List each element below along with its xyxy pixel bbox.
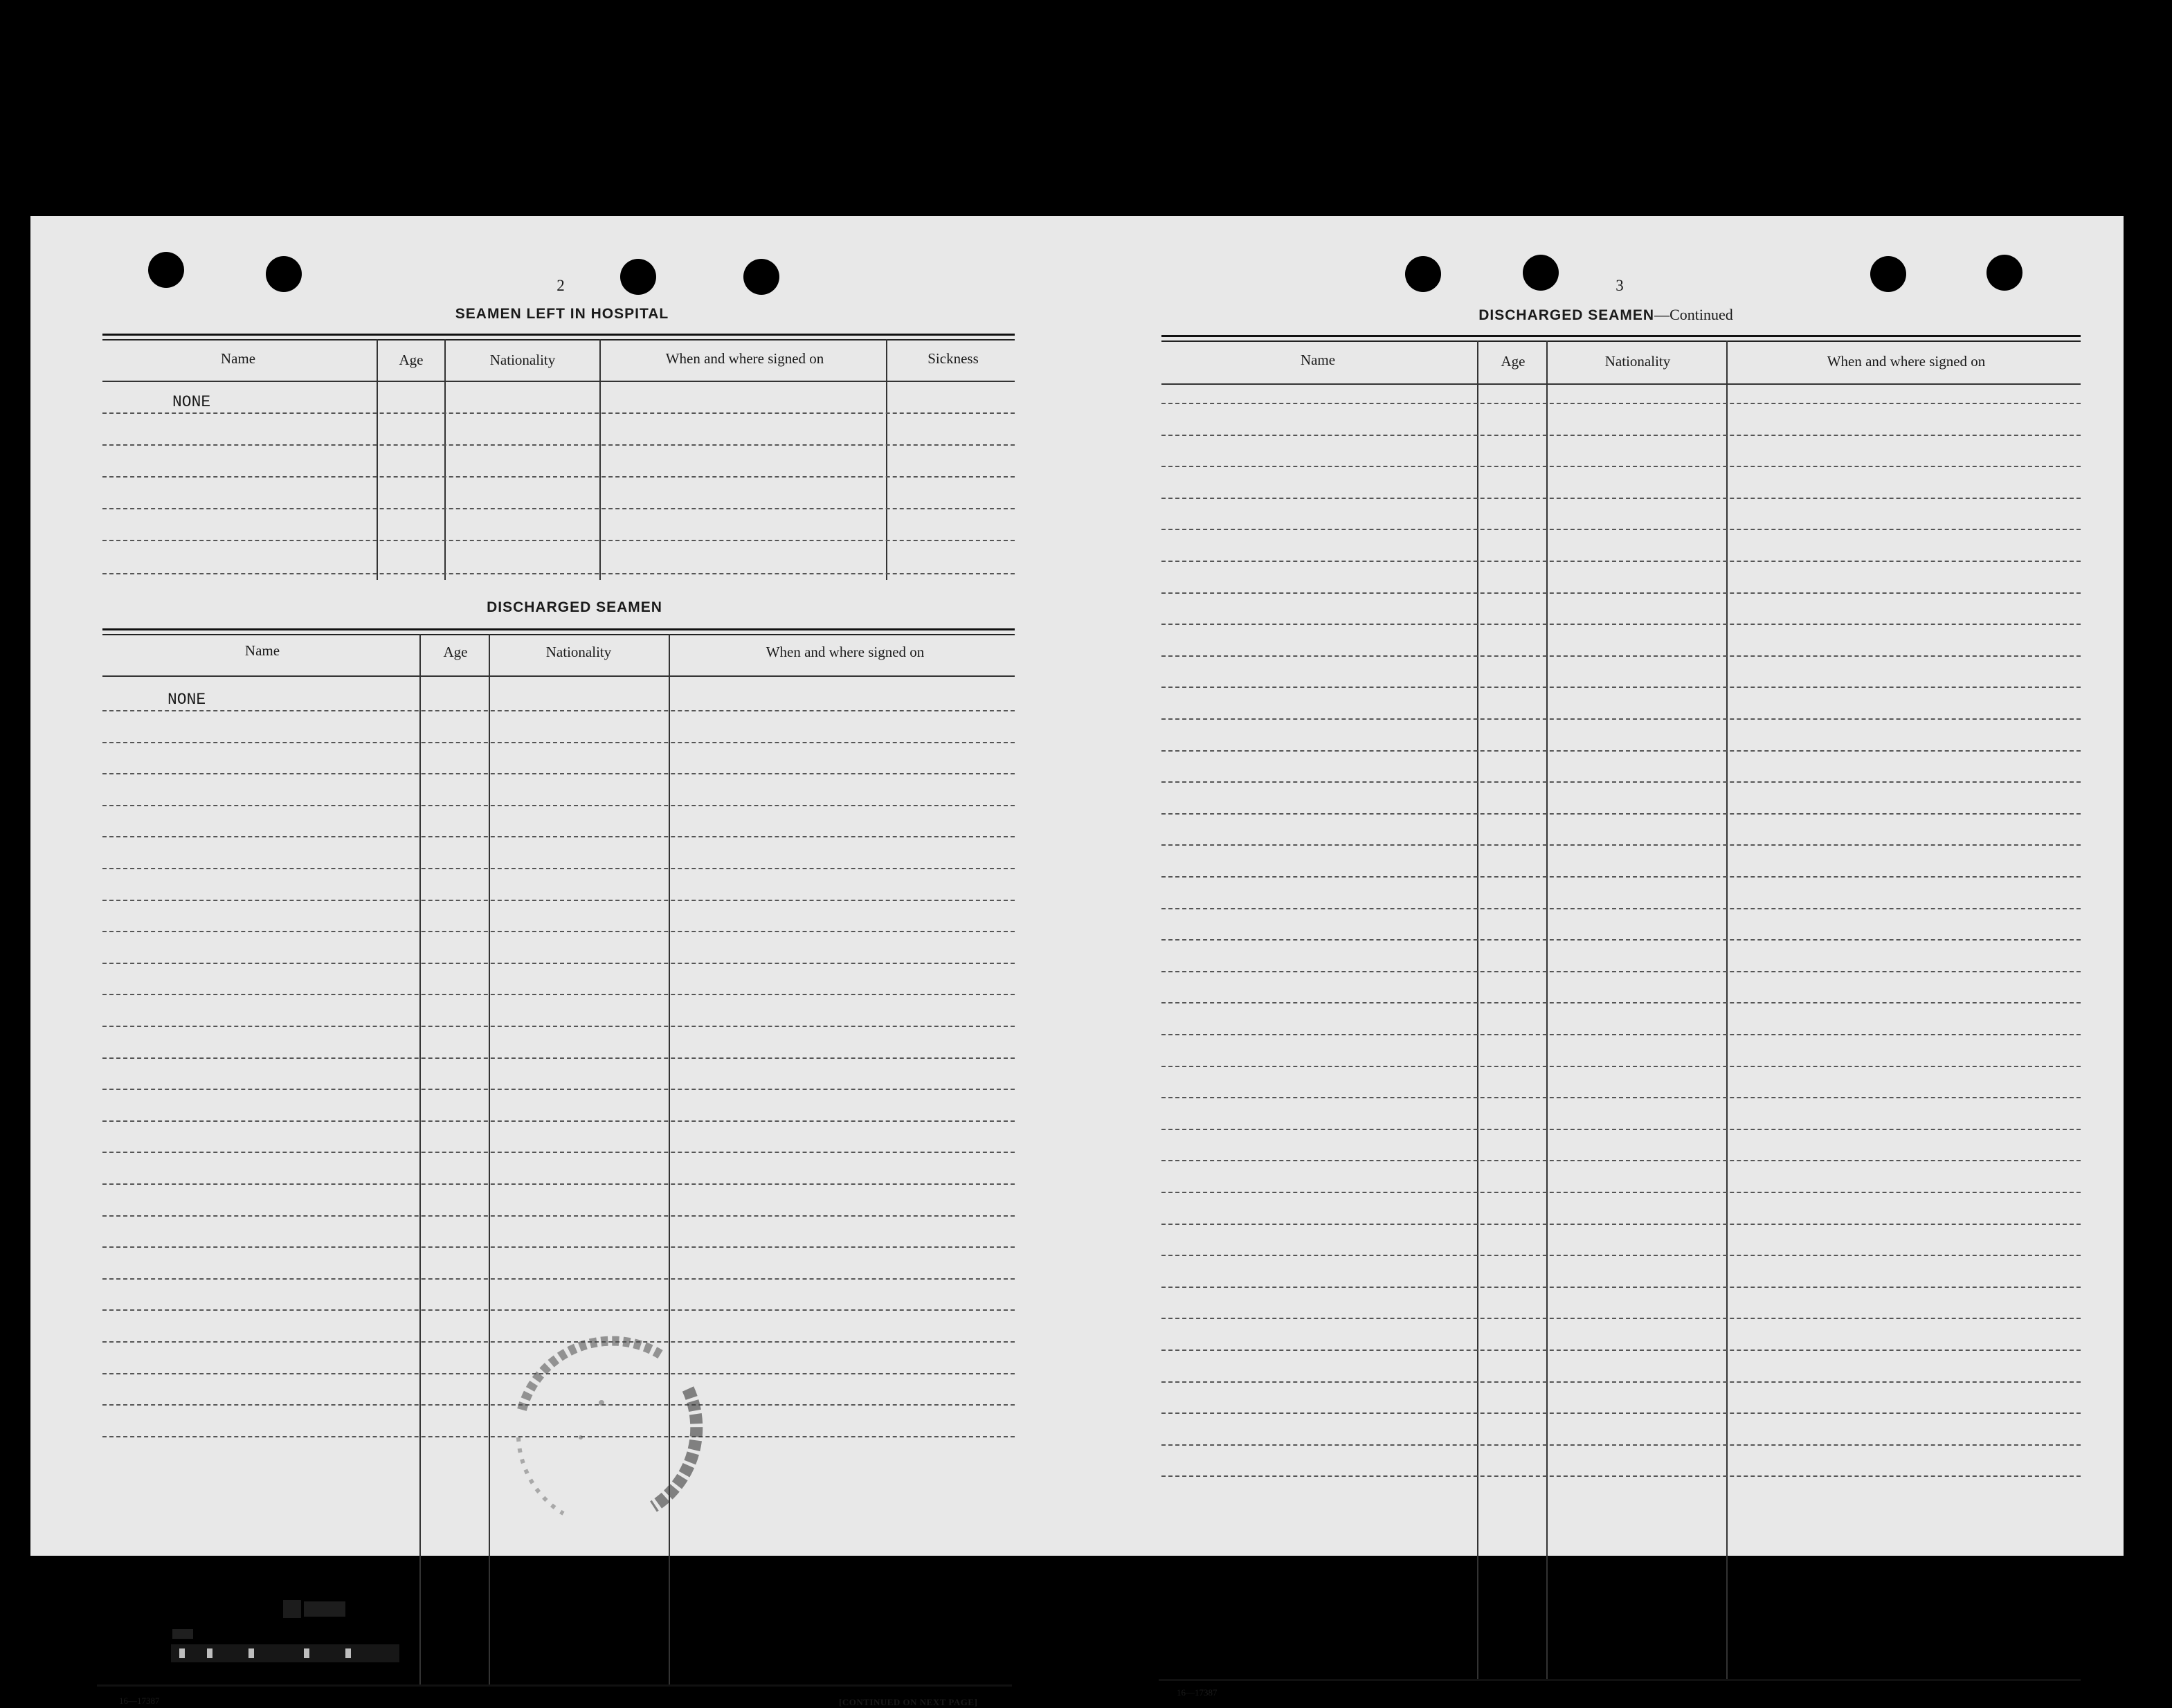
discharged-entry-name: NONE bbox=[168, 691, 206, 709]
header-rule bbox=[1161, 383, 2081, 385]
row-line bbox=[102, 900, 1015, 901]
row-line bbox=[1161, 624, 2081, 625]
row-line bbox=[1161, 435, 2081, 436]
circular-stamp bbox=[480, 1306, 750, 1541]
row-line bbox=[1161, 1034, 2081, 1035]
row-line bbox=[1161, 1097, 2081, 1098]
row-line bbox=[1161, 466, 2081, 467]
row-line bbox=[1161, 1444, 2081, 1446]
row-line bbox=[1161, 498, 2081, 499]
punch-hole bbox=[620, 259, 656, 295]
row-line bbox=[1161, 529, 2081, 530]
section-rule bbox=[1161, 340, 2081, 342]
section-title-hospital: SEAMEN LEFT IN HOSPITAL bbox=[455, 306, 669, 322]
column-header-name: Name bbox=[244, 642, 280, 659]
header-rule bbox=[102, 381, 1015, 382]
section-rule bbox=[102, 634, 1015, 635]
row-line bbox=[1161, 1160, 2081, 1161]
row-line bbox=[102, 1057, 1015, 1059]
row-line bbox=[1161, 971, 2081, 972]
row-line bbox=[1161, 1287, 2081, 1288]
row-line bbox=[1161, 1475, 2081, 1477]
row-line bbox=[102, 1278, 1015, 1280]
column-header-age: Age bbox=[1501, 353, 1526, 370]
row-line bbox=[1161, 939, 2081, 941]
punch-hole bbox=[743, 259, 779, 295]
page-number: 2 bbox=[556, 277, 565, 294]
row-line bbox=[102, 412, 1015, 414]
row-line bbox=[102, 1183, 1015, 1185]
column-header-nationality: Nationality bbox=[1604, 353, 1671, 370]
row-line bbox=[1161, 1318, 2081, 1319]
section-title-discharged: DISCHARGED SEAMEN bbox=[487, 599, 662, 615]
punch-hole bbox=[266, 256, 302, 292]
section-rule bbox=[102, 334, 1015, 336]
column-divider bbox=[599, 339, 601, 580]
row-line bbox=[102, 994, 1015, 995]
row-line bbox=[102, 805, 1015, 806]
row-line bbox=[102, 931, 1015, 932]
row-line bbox=[1161, 781, 2081, 783]
row-line bbox=[1161, 750, 2081, 752]
header-rule bbox=[102, 675, 1015, 677]
row-line bbox=[102, 540, 1015, 541]
row-line bbox=[1161, 718, 2081, 720]
hospital-entry-name: NONE bbox=[172, 393, 211, 411]
bottom-rule bbox=[1159, 1679, 2081, 1681]
column-header-nationality: Nationality bbox=[489, 352, 556, 368]
row-line bbox=[1161, 592, 2081, 594]
form-number: 16—17387 bbox=[1177, 1687, 1218, 1698]
row-line bbox=[1161, 908, 2081, 909]
row-line bbox=[1161, 1224, 2081, 1225]
punch-hole bbox=[1987, 255, 2022, 291]
row-line bbox=[1161, 655, 2081, 657]
continued-note: [CONTINUED ON NEXT PAGE] bbox=[839, 1697, 978, 1707]
row-line bbox=[1161, 1255, 2081, 1256]
row-line bbox=[102, 508, 1015, 509]
row-line bbox=[102, 868, 1015, 869]
row-line bbox=[1161, 1066, 2081, 1067]
row-line bbox=[102, 710, 1015, 711]
row-line bbox=[1161, 844, 2081, 846]
column-divider bbox=[377, 339, 378, 580]
column-divider bbox=[1726, 340, 1728, 1679]
row-line bbox=[102, 773, 1015, 774]
row-line bbox=[1161, 1381, 2081, 1383]
row-line bbox=[1161, 1129, 2081, 1130]
row-line bbox=[1161, 1412, 2081, 1414]
column-header-age: Age bbox=[443, 644, 468, 660]
title-suffix: —Continued bbox=[1654, 306, 1733, 323]
row-line bbox=[102, 1152, 1015, 1153]
row-line bbox=[102, 444, 1015, 446]
row-line bbox=[1161, 403, 2081, 404]
form-sheet bbox=[30, 216, 2124, 1707]
column-header-when-where: When and where signed on bbox=[665, 350, 824, 367]
column-header-when-where: When and where signed on bbox=[1827, 353, 1986, 370]
bottom-rule bbox=[97, 1684, 1012, 1687]
row-line bbox=[1161, 1192, 2081, 1193]
column-divider bbox=[1477, 340, 1478, 1679]
column-header-when-where: When and where signed on bbox=[766, 644, 925, 660]
column-divider bbox=[419, 634, 421, 1686]
row-line bbox=[102, 1215, 1015, 1217]
punch-hole bbox=[1405, 256, 1441, 292]
column-header-age: Age bbox=[399, 352, 424, 368]
row-line bbox=[1161, 687, 2081, 688]
page-number: 3 bbox=[1616, 277, 1624, 294]
column-divider bbox=[886, 339, 887, 580]
row-line bbox=[1161, 876, 2081, 878]
row-line bbox=[1161, 1002, 2081, 1003]
section-rule bbox=[102, 628, 1015, 630]
row-line bbox=[102, 573, 1015, 574]
column-header-sickness: Sickness bbox=[927, 350, 979, 367]
section-rule bbox=[102, 339, 1015, 340]
row-line bbox=[102, 1120, 1015, 1122]
row-line bbox=[1161, 1350, 2081, 1351]
section-title-discharged-continued bbox=[1478, 306, 1733, 324]
row-line bbox=[102, 742, 1015, 743]
section-rule bbox=[1161, 335, 2081, 337]
column-header-name: Name bbox=[1300, 352, 1336, 368]
punch-hole bbox=[148, 252, 184, 288]
column-divider bbox=[1546, 340, 1548, 1679]
punch-hole bbox=[1870, 256, 1906, 292]
row-line bbox=[102, 963, 1015, 964]
column-header-nationality: Nationality bbox=[545, 644, 612, 660]
row-line bbox=[102, 1089, 1015, 1090]
row-line bbox=[102, 1026, 1015, 1027]
date-stamp bbox=[165, 1595, 435, 1684]
form-number: 16—17387 bbox=[119, 1696, 160, 1706]
column-divider bbox=[444, 339, 446, 580]
row-line bbox=[102, 476, 1015, 478]
title-text: DISCHARGED SEAMEN bbox=[1478, 307, 1655, 323]
row-line bbox=[102, 1246, 1015, 1248]
row-line bbox=[1161, 561, 2081, 562]
column-header-name: Name bbox=[220, 350, 256, 367]
row-line bbox=[1161, 813, 2081, 815]
punch-hole bbox=[1523, 255, 1559, 291]
row-line bbox=[102, 836, 1015, 837]
